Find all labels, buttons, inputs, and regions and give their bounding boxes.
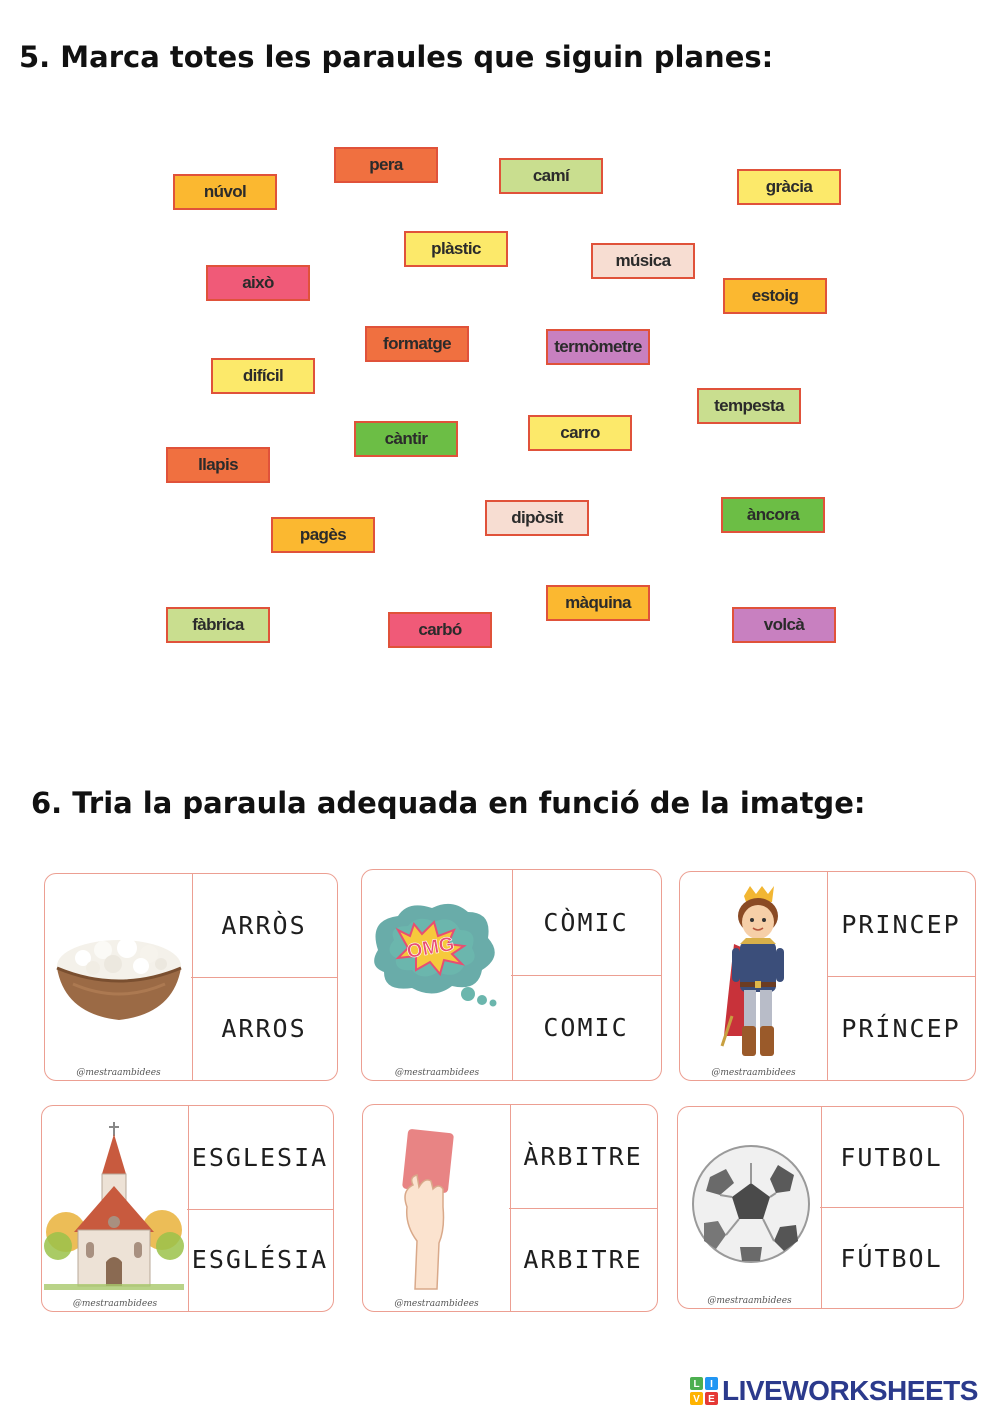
word-option[interactable]: àncora bbox=[721, 497, 825, 533]
svg-text:L: L bbox=[693, 1379, 700, 1390]
exercise-5-title: 5. Marca totes les paraules que siguin planes: bbox=[19, 40, 774, 74]
option-bottom[interactable]: FÚTBOL bbox=[840, 1243, 943, 1273]
logo-text: LIVEWORKSHEETS bbox=[722, 1375, 978, 1406]
word-option[interactable]: pagès bbox=[271, 517, 375, 553]
choice-card-comic bbox=[361, 869, 662, 1081]
card-image-area bbox=[45, 874, 193, 1080]
choice-card-referee bbox=[362, 1104, 658, 1312]
option-top[interactable]: ÀRBITRE bbox=[509, 1105, 657, 1209]
card-image-area bbox=[363, 1105, 511, 1311]
word-option[interactable]: llapis bbox=[166, 447, 270, 483]
option-bottom[interactable]: ESGLÉSIA bbox=[191, 1245, 329, 1274]
word-option[interactable]: termòmetre bbox=[546, 329, 650, 365]
option-bottom[interactable]: ARBITRE bbox=[523, 1245, 643, 1274]
option-bottom[interactable]: PRÍNCEP bbox=[841, 1013, 961, 1043]
word-option[interactable]: formatge bbox=[365, 326, 469, 362]
word-option[interactable]: plàstic bbox=[404, 231, 508, 267]
word-option[interactable]: carbó bbox=[388, 612, 492, 648]
credit-text: @mestraambidees bbox=[711, 1068, 796, 1078]
liveworksheets-badge-icon bbox=[690, 1377, 718, 1405]
rice-bowl-icon bbox=[53, 934, 185, 1024]
option-top[interactable]: ESGLESIA bbox=[187, 1106, 333, 1210]
card-image-area bbox=[678, 1107, 822, 1308]
word-option[interactable]: això bbox=[206, 265, 310, 301]
word-option[interactable]: tempesta bbox=[697, 388, 801, 424]
liveworksheets-logo[interactable] bbox=[690, 1374, 978, 1408]
svg-text:V: V bbox=[693, 1394, 700, 1405]
choice-card-church bbox=[41, 1105, 334, 1312]
credit-text: @mestraambidees bbox=[394, 1299, 479, 1309]
word-option[interactable]: estoig bbox=[723, 278, 827, 314]
word-option[interactable]: fàbrica bbox=[166, 607, 270, 643]
prince-icon bbox=[718, 886, 798, 1062]
omg-comic-bubble-icon bbox=[368, 900, 504, 1010]
red-card-hand-icon bbox=[395, 1129, 465, 1293]
svg-text:E: E bbox=[708, 1394, 715, 1405]
choice-card-rice bbox=[44, 873, 338, 1081]
word-option[interactable]: volcà bbox=[732, 607, 836, 643]
credit-text: @mestraambidees bbox=[76, 1068, 161, 1078]
word-option[interactable]: núvol bbox=[173, 174, 277, 210]
word-option[interactable]: gràcia bbox=[737, 169, 841, 205]
omg-text: OMG bbox=[405, 933, 457, 964]
credit-text: @mestraambidees bbox=[394, 1068, 480, 1078]
word-option[interactable]: difícil bbox=[211, 358, 315, 394]
word-option[interactable]: dipòsit bbox=[485, 500, 589, 536]
card-image-area bbox=[362, 870, 513, 1080]
option-bottom[interactable]: COMIC bbox=[543, 1013, 629, 1042]
word-option[interactable]: camí bbox=[499, 158, 603, 194]
option-top[interactable]: FUTBOL bbox=[820, 1107, 963, 1208]
choice-card-prince bbox=[679, 871, 976, 1081]
option-top[interactable]: CÒMIC bbox=[511, 870, 661, 976]
soccer-ball-icon bbox=[690, 1143, 812, 1265]
credit-text: @mestraambidees bbox=[707, 1296, 792, 1306]
card-image-area bbox=[680, 872, 828, 1080]
option-top[interactable]: PRINCEP bbox=[827, 872, 975, 977]
svg-text:I: I bbox=[710, 1379, 713, 1390]
word-option[interactable]: màquina bbox=[546, 585, 650, 621]
card-image-area bbox=[42, 1106, 189, 1311]
word-option[interactable]: carro bbox=[528, 415, 632, 451]
choice-card-football bbox=[677, 1106, 964, 1309]
church-icon bbox=[44, 1122, 184, 1292]
option-bottom[interactable]: ARROS bbox=[221, 1014, 307, 1043]
exercise-6-title: 6. Tria la paraula adequada en funció de la imatge: bbox=[31, 786, 866, 820]
credit-text: @mestraambidees bbox=[72, 1299, 158, 1309]
option-top[interactable]: ARRÒS bbox=[191, 874, 337, 978]
word-option[interactable]: càntir bbox=[354, 421, 458, 457]
word-option[interactable]: pera bbox=[334, 147, 438, 183]
word-option[interactable]: música bbox=[591, 243, 695, 279]
